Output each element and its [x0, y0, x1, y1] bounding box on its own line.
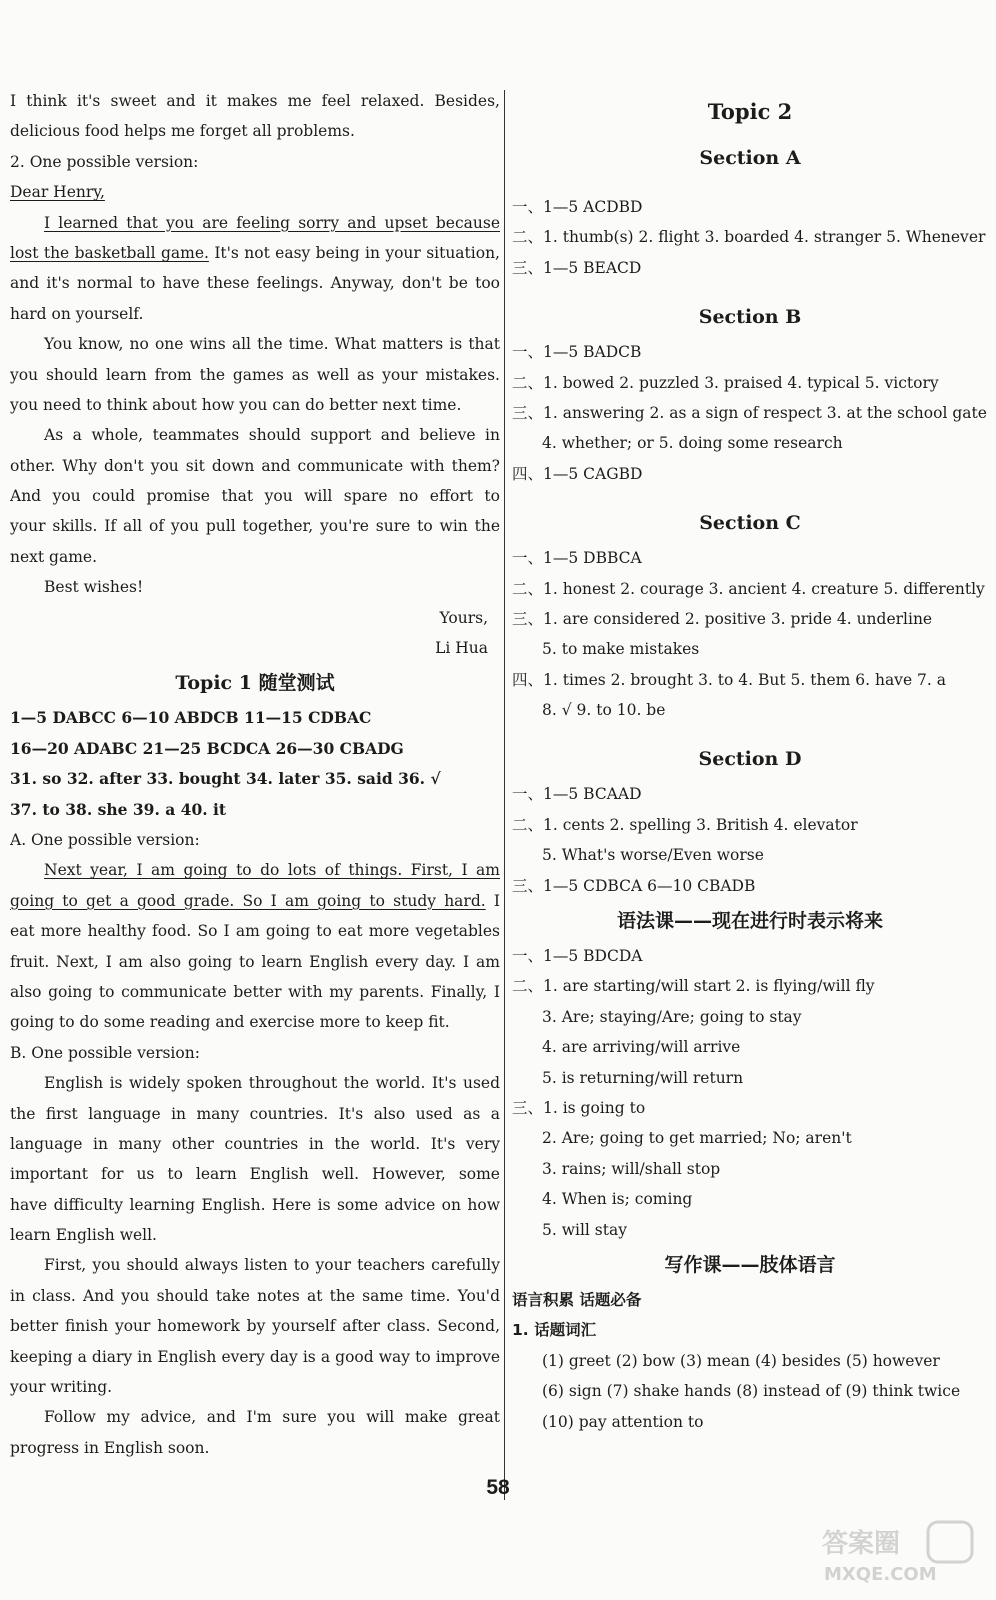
essay-underlined-phrase: going to get a good grade. So I am going to study hard.	[10, 891, 486, 910]
answer-line: 二、1. bowed 2. puzzled 3. praised 4. typical 5. victory	[512, 373, 939, 392]
essay-line: fruit. Next, I am also going to learn English every day. I am	[10, 952, 500, 971]
vocab-line: (1) greet (2) bow (3) mean (4) besides (5) however	[542, 1351, 940, 1370]
answer-line: 5. will stay	[542, 1220, 627, 1239]
answer-line: 二、1. cents 2. spelling 3. British 4. elevator	[512, 815, 858, 834]
letter-signature: Li Hua	[435, 639, 488, 658]
essay-line: learn English well.	[10, 1226, 157, 1245]
essay-line: in class. And you should take notes at the same time. You'd	[10, 1286, 500, 1305]
essay-line: better finish your homework by yourself after class. Second,	[10, 1317, 500, 1336]
letter-line: lost the basketball game. It's not easy being in your situation,	[10, 243, 500, 262]
left-column	[10, 86, 500, 1463]
answer-line: 一、1—5 ACDBD	[512, 198, 643, 216]
essay-line: I think it's sweet and it makes me feel relaxed. Besides,	[10, 92, 500, 110]
answer-line: 三、1—5 CDBCA 6—10 CBADB	[512, 876, 756, 895]
answer-line: 3. rains; will/shall stop	[542, 1159, 721, 1178]
answer-line: 二、1. thumb(s) 2. flight 3. boarded 4. stranger 5. Whenever	[512, 228, 986, 247]
answer-line: 四、1. times 2. brought 3. to 4. But 5. them 6. have 7. a	[512, 670, 947, 689]
essay-line: have difficulty learning English. Here is some advice on how	[10, 1195, 500, 1214]
answer-line: 4. When is; coming	[542, 1190, 693, 1209]
letter-closing: Best wishes!	[44, 578, 144, 597]
versionA-label: A. One possible version:	[10, 830, 200, 849]
answer-line: 三、1. is going to	[512, 1098, 646, 1117]
right-column	[512, 86, 988, 1437]
letter-line: other. Why don't you sit down and communicate with them?	[10, 456, 500, 475]
answer-line: 一、1—5 BADCB	[512, 343, 642, 362]
watermark-logo	[818, 1518, 978, 1588]
answer-line: 5. What's worse/Even worse	[542, 846, 764, 865]
answer-line: 4. whether; or 5. doing some research	[542, 434, 843, 453]
letter-underlined-phrase: lost the basketball game.	[10, 243, 209, 262]
section-b-title: Section B	[698, 306, 802, 329]
column-divider	[504, 90, 505, 1500]
answer-line: 三、1—5 BEACD	[512, 258, 642, 277]
answer-line: 2. Are; going to get married; No; aren't	[542, 1129, 852, 1148]
letter-sign-off: Yours,	[439, 608, 488, 627]
answer-line: 1—5 DABCC 6—10 ABDCB 11—15 CDBAC	[10, 708, 372, 728]
essay-line: important for us to learn English well. However, some	[10, 1165, 500, 1184]
answer-line: 一、1—5 BCAAD	[512, 785, 642, 804]
writing-subtitle: 语言积累 话题必备	[512, 1290, 642, 1309]
answer-line: 5. is returning/will return	[542, 1068, 744, 1087]
answer-line: 三、1. answering 2. as a sign of respect 3. at the school gate	[512, 403, 987, 422]
vocab-line: (10) pay attention to	[542, 1412, 704, 1431]
page-number: 58	[486, 1476, 510, 1499]
essay-line: your writing.	[10, 1378, 113, 1397]
answer-line: 一、1—5 DBBCA	[512, 549, 642, 568]
letter-greeting: Dear Henry,	[10, 183, 105, 202]
version2-label: 2. One possible version:	[10, 152, 199, 171]
essay-line: language in many other countries in the world. It's very	[10, 1134, 500, 1153]
answer-line: 5. to make mistakes	[542, 640, 700, 659]
watermark-icon	[818, 1518, 978, 1588]
section-d-title: Section D	[698, 748, 802, 771]
versionB-label: B. One possible version:	[10, 1043, 200, 1062]
essay-line: eat more healthy food. So I am going to eat more vegetables	[10, 922, 500, 941]
essay-line: First, you should always listen to your teachers carefully	[44, 1256, 500, 1275]
vocab-line: (6) sign (7) shake hands (8) instead of (9) think twice	[542, 1382, 961, 1401]
letter-line: As a whole, teammates should support and believe in	[44, 426, 500, 445]
topic2-title: Topic 2	[707, 99, 793, 124]
essay-line: the first language in many countries. It's also used as a	[10, 1104, 500, 1123]
answer-line: 三、1. are considered 2. positive 3. pride 4. underline	[512, 609, 933, 628]
answer-line: 8. √ 9. to 10. be	[542, 701, 666, 720]
letter-line: and it's normal to have these feelings. Anyway, don't be too	[10, 274, 500, 293]
grammar-title: 语法课——现在进行时表示将来	[616, 910, 883, 933]
section-c-title: Section C	[699, 512, 801, 535]
svg-text:MXQE.COM: MXQE.COM	[824, 1564, 937, 1585]
essay-line: going to get a good grade. So I am going to study hard. I	[10, 891, 500, 910]
letter-line: you need to think about how you can do better next time.	[10, 395, 462, 414]
answer-line: 四、1—5 CAGBD	[512, 464, 643, 483]
vocab-label: 1. 话题词汇	[512, 1321, 597, 1340]
essay-line: delicious food helps me forget all problems.	[10, 122, 355, 141]
letter-line: hard on yourself.	[10, 304, 144, 323]
answer-line: 二、1. are starting/will start 2. is flying/will fly	[512, 977, 875, 996]
svg-text:答案圈: 答案圈	[822, 1529, 901, 1559]
essay-line: Follow my advice, and I'm sure you will make great	[44, 1408, 500, 1427]
essay-line: going to do some reading and exercise more to keep fit.	[10, 1013, 450, 1032]
answer-line: 3. Are; staying/Are; going to stay	[542, 1007, 802, 1026]
answer-line: 二、1. honest 2. courage 3. ancient 4. creature 5. differently	[512, 579, 985, 598]
letter-line: next game.	[10, 547, 98, 566]
letter-line: you should learn from the games as well as your mistakes.	[10, 365, 500, 384]
section-a-title: Section A	[699, 147, 801, 169]
letter-line: You know, no one wins all the time. What matters is that	[44, 335, 500, 354]
essay-line: progress in English soon.	[10, 1438, 210, 1457]
answer-line: 一、1—5 BDCDA	[512, 947, 643, 966]
letter-line: I learned that you are feeling sorry and upset because	[44, 213, 500, 232]
answer-line: 4. are arriving/will arrive	[542, 1038, 741, 1057]
answer-line: 16—20 ADABC 21—25 BCDCA 26—30 CBADG	[10, 738, 404, 758]
answer-line: 31. so 32. after 33. bought 34. later 35. said 36. √	[10, 769, 441, 789]
answer-line: 37. to 38. she 39. a 40. it	[10, 799, 227, 819]
letter-line: And you could promise that you will spare no effort to	[10, 487, 500, 506]
letter-line: your skills. If all of you pull together, you're sure to win the	[10, 517, 500, 536]
writing-title: 写作课——肢体语言	[664, 1253, 836, 1276]
topic1-title: Topic 1 随堂测试	[175, 672, 335, 695]
essay-line: English is widely spoken throughout the world. It's used	[44, 1074, 500, 1093]
essay-line: keeping a diary in English every day is a good way to improve	[10, 1347, 500, 1366]
essay-line: also going to communicate better with my parents. Finally, I	[10, 982, 500, 1001]
essay-line: Next year, I am going to do lots of things. First, I am	[44, 861, 500, 880]
